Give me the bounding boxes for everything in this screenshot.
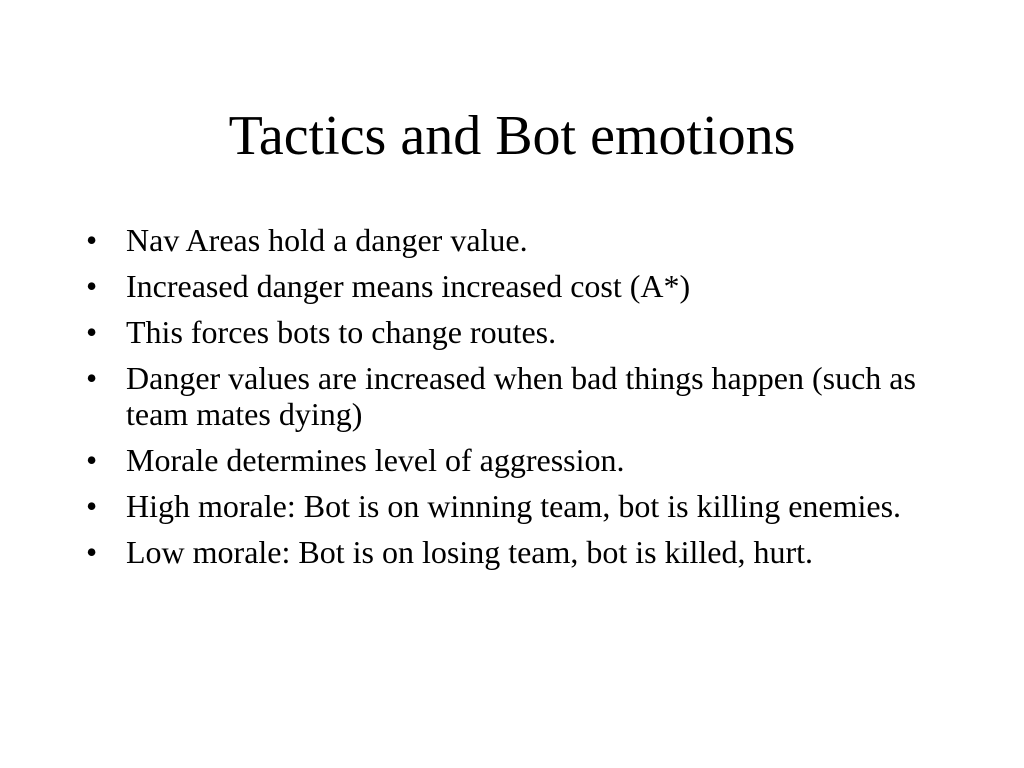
bullet-item [86, 488, 946, 524]
bullet-text-increased-danger: Increased danger means increased cost (A*) [126, 268, 691, 304]
bullet-marker: • [86, 488, 98, 524]
bullet-text-change-routes: This forces bots to change routes. [126, 314, 557, 350]
bullet-text-nav-areas: Nav Areas hold a danger value. [126, 222, 528, 258]
bullet-item [86, 534, 946, 570]
bullet-item [86, 222, 946, 258]
bullet-text-danger-values: Danger values are increased when bad things happen (such as team mates dying) [126, 360, 916, 432]
bullet-text-morale-aggression: Morale determines level of aggression. [126, 442, 625, 478]
bullet-marker: • [86, 314, 98, 350]
bullet-text-low-morale: Low morale: Bot is on losing team, bot is killed, hurt. [126, 534, 814, 570]
bullet-item [86, 268, 946, 304]
bullet-marker: • [86, 360, 98, 396]
bullet-item [86, 360, 946, 432]
bullet-item [86, 314, 946, 350]
bullet-list [86, 222, 946, 580]
bullet-text-high-morale: High morale: Bot is on winning team, bot is killing enemies. [126, 488, 902, 524]
bullet-marker: • [86, 534, 98, 570]
bullet-marker: • [86, 268, 98, 304]
bullet-item [86, 442, 946, 478]
bullet-marker: • [86, 222, 98, 258]
slide-title: Tactics and Bot emotions [228, 105, 796, 167]
bullet-marker: • [86, 442, 98, 478]
